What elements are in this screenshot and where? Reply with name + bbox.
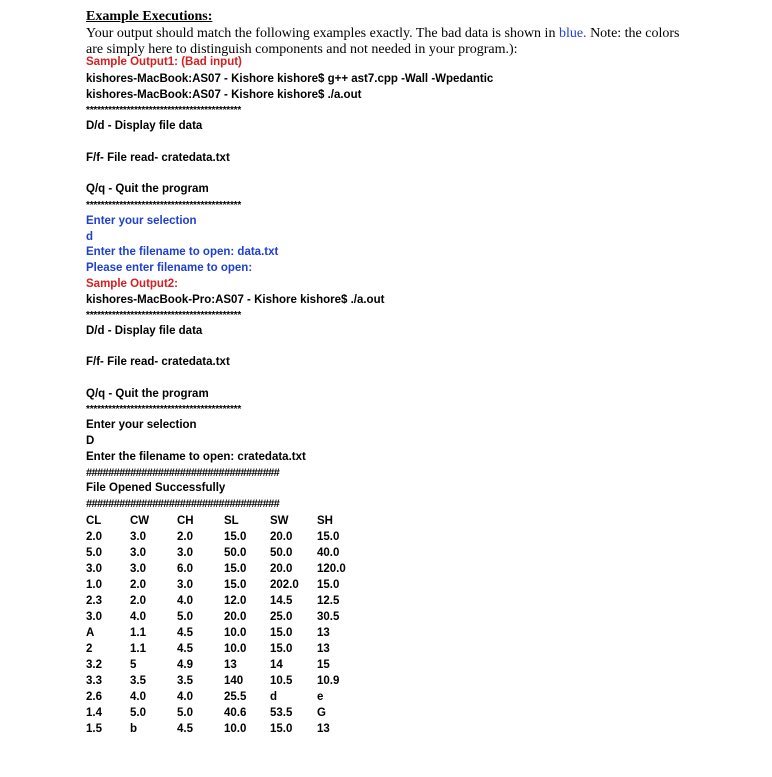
intro-blue-word: blue.	[558, 26, 587, 41]
table-cell-sh: 15.0	[317, 579, 340, 591]
table-cell-sw: SW	[270, 515, 289, 527]
table-cell-sw: 202.0	[270, 579, 299, 591]
table-cell-ch: 4.0	[177, 691, 193, 703]
table-cell-ch: 5.0	[177, 707, 193, 719]
sample-output-2-label: Sample Output2:	[86, 278, 179, 290]
intro-paragraph	[86, 26, 686, 58]
table-cell-sw: 25.0	[270, 611, 293, 623]
table-cell-ch: 3.0	[177, 547, 193, 559]
menu-file-read-option-2: F/f- File read- cratedata.txt	[86, 356, 230, 368]
table-cell-sw: 14	[270, 659, 283, 671]
table-cell-cw: 1.1	[130, 627, 146, 639]
section-heading: Example Executions:	[86, 9, 213, 24]
menu-quit-option-2: Q/q - Quit the program	[86, 388, 209, 400]
table-cell-sh: 30.5	[317, 611, 340, 623]
file-opened-message: File Opened Successfully	[86, 482, 226, 494]
table-cell-sw: 15.0	[270, 627, 293, 639]
table-cell-sh: 40.0	[317, 547, 340, 559]
table-cell-cl: 3.2	[86, 659, 102, 671]
table-cell-ch: 4.5	[177, 643, 193, 655]
table-cell-cw: b	[130, 723, 138, 735]
table-cell-sl: 20.0	[224, 611, 247, 623]
menu-quit-option: Q/q - Quit the program	[86, 183, 209, 195]
table-cell-sl: 10.0	[224, 643, 247, 655]
table-cell-sl: 15.0	[224, 563, 247, 575]
table-cell-sl: 15.0	[224, 531, 247, 543]
table-cell-sw: 20.0	[270, 563, 293, 575]
table-cell-cw: 4.0	[130, 611, 146, 623]
table-cell-ch: 4.5	[177, 723, 193, 735]
table-cell-cl: 1.0	[86, 579, 102, 591]
table-cell-sw: 15.0	[270, 723, 293, 735]
menu-file-read-option: F/f- File read- cratedata.txt	[86, 152, 230, 164]
table-cell-sl: SL	[224, 515, 239, 527]
table-cell-sw: 20.0	[270, 531, 293, 543]
filename-prompt-2: Enter the filename to open: cratedata.txt	[86, 451, 306, 463]
table-cell-cw: CW	[130, 515, 150, 527]
table-cell-cw: 3.5	[130, 675, 146, 687]
table-cell-sl: 40.6	[224, 707, 247, 719]
table-cell-cl: 5.0	[86, 547, 102, 559]
table-cell-cw: 3.0	[130, 563, 146, 575]
table-cell-sl: 50.0	[224, 547, 247, 559]
table-cell-ch: 5.0	[177, 611, 193, 623]
table-cell-cl: 2.6	[86, 691, 102, 703]
table-cell-cw: 4.0	[130, 691, 146, 703]
table-cell-sl: 25.5	[224, 691, 247, 703]
table-cell-sh: 13	[317, 643, 330, 655]
table-cell-sl: 15.0	[224, 579, 247, 591]
table-cell-sw: 53.5	[270, 707, 293, 719]
table-cell-sl: 13	[224, 659, 237, 671]
table-cell-ch: 4.5	[177, 627, 193, 639]
table-cell-cl: 3.3	[86, 675, 102, 687]
table-cell-sh: 13	[317, 723, 330, 735]
table-cell-cw: 3.0	[130, 547, 146, 559]
menu-display-option: D/d - Display file data	[86, 120, 203, 132]
table-cell-cw: 3.0	[130, 531, 146, 543]
table-cell-ch: CH	[177, 515, 194, 527]
hash-divider: ###################################	[86, 467, 280, 479]
table-cell-sw: d	[270, 691, 278, 703]
table-cell-ch: 2.0	[177, 531, 193, 543]
table-cell-cl: 1.4	[86, 707, 102, 719]
selection-input-2: D	[86, 435, 95, 447]
table-cell-cl: CL	[86, 515, 102, 527]
star-divider: ******************************************	[86, 105, 242, 116]
table-cell-sw: 50.0	[270, 547, 293, 559]
table-cell-sh: 15	[317, 659, 330, 671]
sample-output-1-label: Sample Output1: (Bad input)	[86, 56, 242, 68]
table-cell-ch: 4.9	[177, 659, 193, 671]
star-divider: ******************************************	[86, 200, 242, 211]
table-cell-cw: 5.0	[130, 707, 146, 719]
intro-text-2: Note: the colors are simply here to distinguish components and not needed in your program.):	[86, 26, 680, 57]
run-command-line: kishores-MacBook:AS07 - Kishore kishore$ ./a.out	[86, 89, 362, 101]
table-cell-cw: 2.0	[130, 579, 146, 591]
table-cell-cl: 3.0	[86, 563, 102, 575]
menu-display-option-2: D/d - Display file data	[86, 325, 203, 337]
table-cell-sl: 10.0	[224, 627, 247, 639]
table-cell-cl: 2	[86, 643, 93, 655]
table-cell-cw: 1.1	[130, 643, 146, 655]
hash-divider: ###################################	[86, 498, 280, 510]
filename-reprompt: Please enter filename to open:	[86, 262, 253, 274]
table-cell-cl: 2.3	[86, 595, 102, 607]
star-divider: ******************************************	[86, 404, 242, 415]
run-command-line-2: kishores-MacBook-Pro:AS07 - Kishore kishore$ ./a.out	[86, 294, 385, 306]
table-cell-sh: 15.0	[317, 531, 340, 543]
table-cell-cw: 2.0	[130, 595, 146, 607]
table-cell-sh: SH	[317, 515, 333, 527]
table-cell-sh: G	[317, 707, 326, 719]
table-cell-cl: 1.5	[86, 723, 102, 735]
table-cell-sl: 10.0	[224, 723, 247, 735]
selection-prompt: Enter your selection	[86, 215, 197, 227]
table-cell-ch: 3.0	[177, 579, 193, 591]
table-cell-sw: 14.5	[270, 595, 293, 607]
table-cell-ch: 4.0	[177, 595, 193, 607]
table-cell-ch: 6.0	[177, 563, 193, 575]
table-cell-sh: 120.0	[317, 563, 346, 575]
table-cell-sh: 12.5	[317, 595, 340, 607]
table-cell-ch: 3.5	[177, 675, 193, 687]
table-cell-sh: e	[317, 691, 324, 703]
table-cell-sh: 10.9	[317, 675, 340, 687]
table-cell-sh: 13	[317, 627, 330, 639]
table-cell-cl: A	[86, 627, 95, 639]
selection-prompt-2: Enter your selection	[86, 419, 197, 431]
compile-command-line: kishores-MacBook:AS07 - Kishore kishore$ g++ ast7.cpp -Wall -Wpedantic	[86, 73, 494, 85]
table-cell-cl: 3.0	[86, 611, 102, 623]
table-cell-sl: 140	[224, 675, 244, 687]
table-cell-sl: 12.0	[224, 595, 247, 607]
table-cell-cw: 5	[130, 659, 137, 671]
filename-prompt: Enter the filename to open: data.txt	[86, 246, 279, 258]
table-cell-sw: 10.5	[270, 675, 293, 687]
table-cell-sw: 15.0	[270, 643, 293, 655]
intro-text-1: Your output should match the following examples exactly. The bad data is shown in	[86, 26, 559, 41]
star-divider: ******************************************	[86, 310, 242, 321]
table-cell-cl: 2.0	[86, 531, 102, 543]
selection-input: d	[86, 231, 94, 243]
